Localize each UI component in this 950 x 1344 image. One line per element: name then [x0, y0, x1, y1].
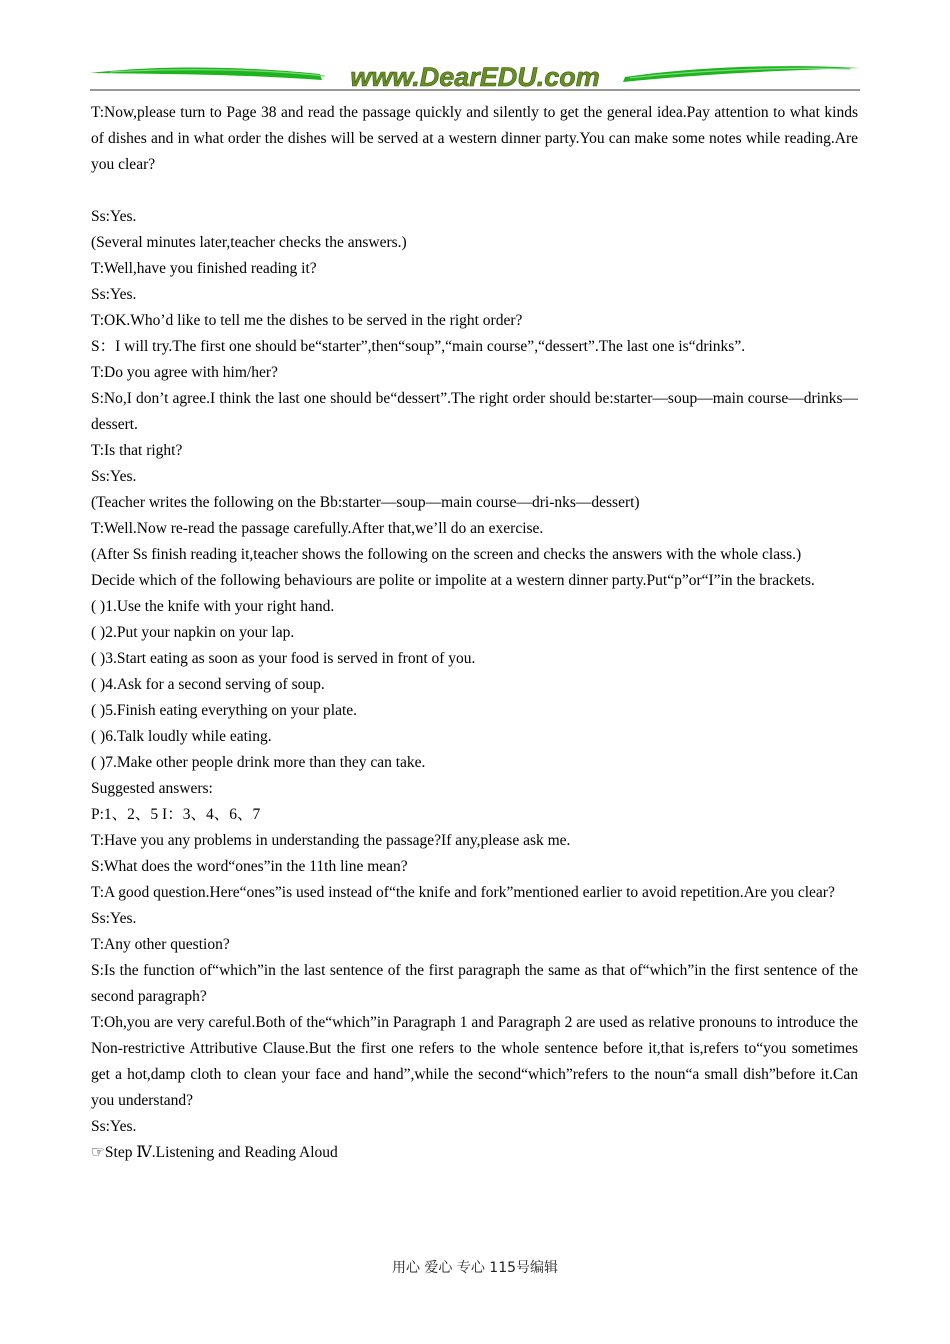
exercise-item: ( )4.Ask for a second serving of soup.	[91, 676, 325, 693]
paragraph: Ss:Yes.	[91, 286, 137, 303]
exercise-item: ( )7.Make other people drink more than they can take.	[91, 754, 426, 771]
paragraph: S:No,I don’t agree.I think the last one should be“dessert”.The right order should be:starter—soup—main course—drinks—dessert.	[91, 390, 858, 433]
paragraph: Ss:Yes.	[91, 468, 137, 485]
blank-line	[91, 178, 858, 204]
exercise-item: ( )5.Finish eating everything on your plate.	[91, 702, 358, 719]
paragraph: T:A good question.Here“ones”is used instead of“the knife and fork”mentioned earlier to avoid repetition.Are you clear?	[91, 884, 835, 901]
site-logo: www.DearEDU.com	[350, 62, 600, 92]
paragraph: Ss:Yes.	[91, 910, 137, 927]
paragraph: T:Well.Now re-read the passage carefully.After that,we’ll do an exercise.	[91, 520, 544, 537]
paragraph: T:Oh,you are very careful.Both of the“which”in Paragraph 1 and Paragraph 2 are used as relative pronouns to introduce the Non-restrictive Attributive Clause.But the first one refers to the whole sentence before it,that is,refers to“you sometimes get a hot,damp cloth to clean your face and hand”,while the second“which”refers to the noun“a small dish”before it.Can you understand?	[91, 1014, 858, 1109]
paragraph: (After Ss finish reading it,teacher shows the following on the screen and checks the answers with the whole class.)	[91, 546, 802, 563]
site-banner	[90, 62, 860, 96]
paragraph: T:Do you agree with him/her?	[91, 364, 278, 381]
exercise-item: ( )2.Put your napkin on your lap.	[91, 624, 295, 641]
paragraph: T:Now,please turn to Page 38 and read the passage quickly and silently to get the general idea.Pay attention to what kinds of dishes and in what order the dishes will be served at a western dinner party.You can make some notes while reading.Are you clear?	[91, 104, 858, 173]
paragraph: S:What does the word“ones”in the 11th line mean?	[91, 858, 408, 875]
exercise-item: ( )6.Talk loudly while eating.	[91, 728, 272, 745]
section-heading: ☞Step Ⅳ.Listening and Reading Aloud	[91, 1144, 338, 1161]
exercise-item: ( )3.Start eating as soon as your food is served in front of you.	[91, 650, 476, 667]
answer-key: P:1、2、5 I：3、4、6、7	[91, 806, 261, 823]
paragraph: T:Is that right?	[91, 442, 183, 459]
paragraph: Decide which of the following behaviours are polite or impolite at a western dinner party.Put“p”or“I”in the brackets.	[91, 572, 815, 589]
document-body	[91, 100, 858, 1166]
paragraph: Suggested answers:	[91, 780, 213, 797]
paragraph: S:Is the function of“which”in the last sentence of the first paragraph the same as that of“which”in the first sentence of the second paragraph?	[91, 962, 858, 1005]
paragraph: (Teacher writes the following on the Bb:starter—soup—main course—dri-nks—dessert)	[91, 494, 640, 511]
paragraph: T:Have you any problems in understanding the passage?If any,please ask me.	[91, 832, 571, 849]
paragraph: Ss:Yes.	[91, 1118, 137, 1135]
paragraph: (Several minutes later,teacher checks the answers.)	[91, 234, 407, 251]
paragraph: S：I will try.The first one should be“starter”,then“soup”,“main course”,“dessert”.The last one is“drinks”.	[91, 338, 746, 355]
paragraph: Ss:Yes.	[91, 208, 137, 225]
paragraph: T:OK.Who’d like to tell me the dishes to be served in the right order?	[91, 312, 523, 329]
page-footer: 用心 爱心 专心 115号编辑	[391, 1260, 559, 1276]
exercise-item: ( )1.Use the knife with your right hand.	[91, 598, 335, 615]
paragraph: T:Well,have you finished reading it?	[91, 260, 317, 277]
paragraph: T:Any other question?	[91, 936, 230, 953]
